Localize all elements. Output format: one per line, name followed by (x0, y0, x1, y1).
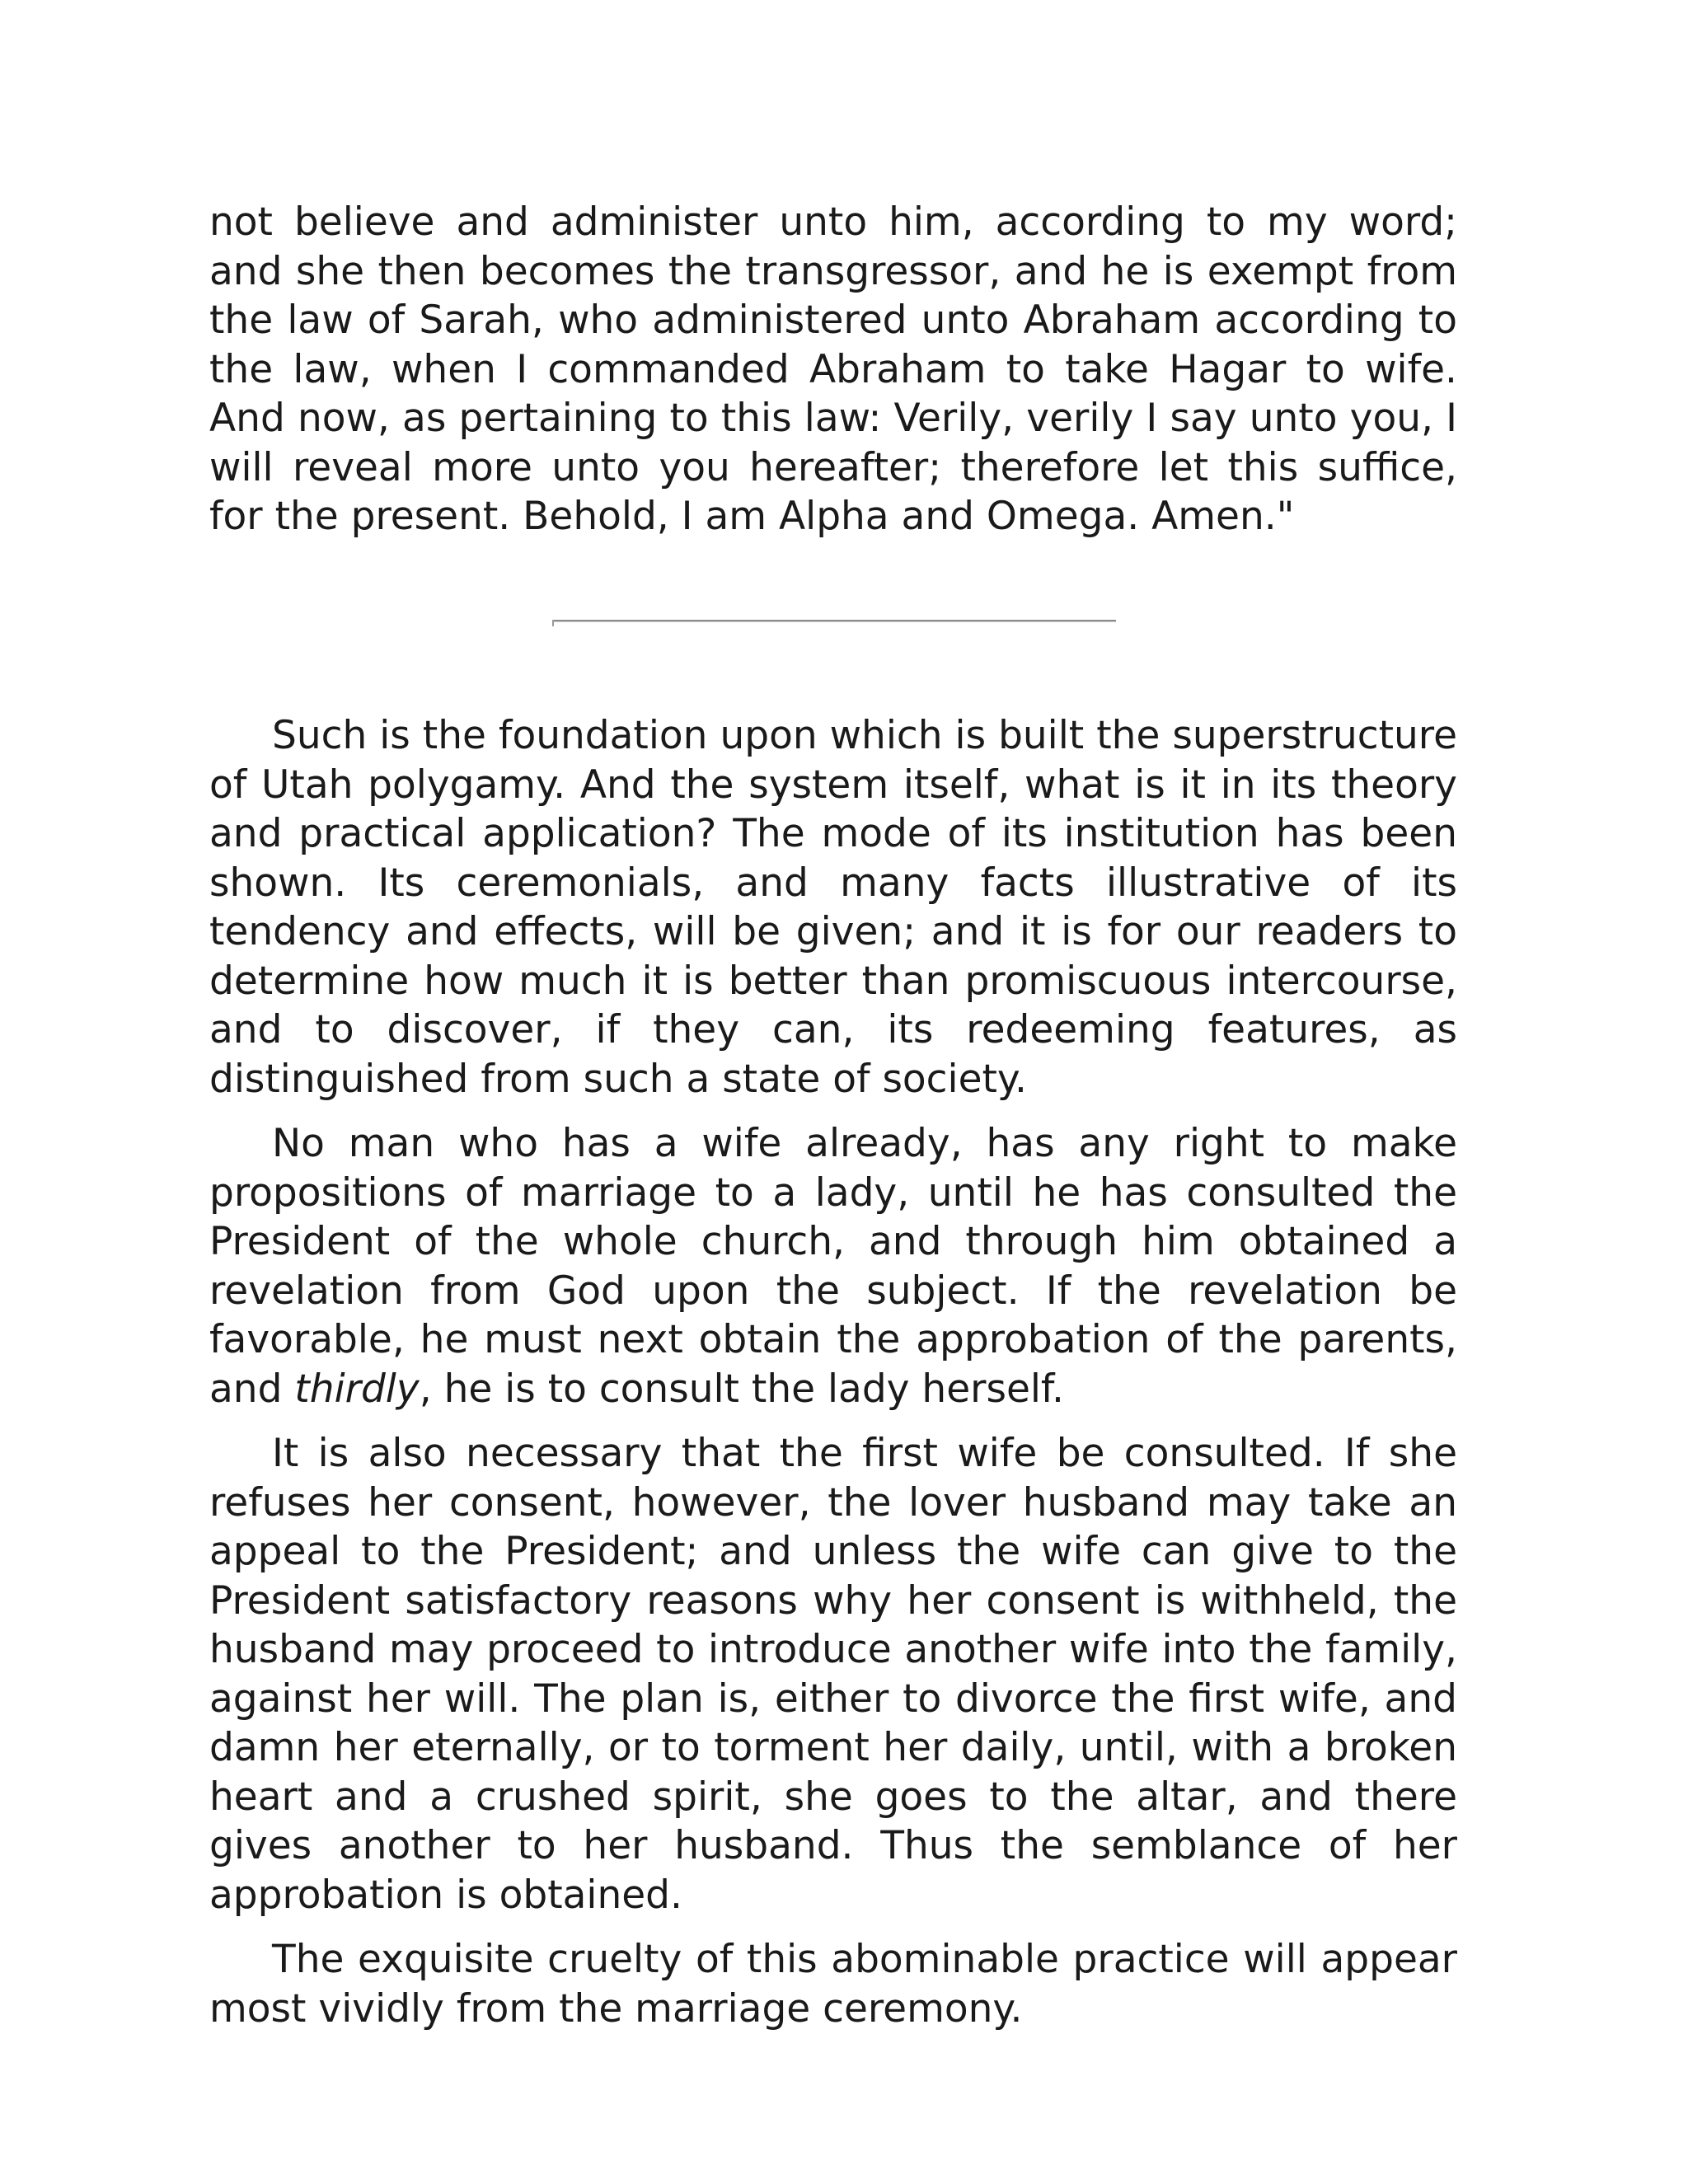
section-divider (552, 620, 1116, 622)
continued-quotation (209, 198, 1457, 541)
body-text (209, 711, 1457, 2049)
section-divider-cap (552, 620, 554, 626)
paragraph-propositions (209, 1119, 1457, 1413)
quotation-paragraph: not believe and administer unto him, according to my word; and she then becomes the transgressor, and he is exempt from the law of Sarah, who administered unto Abraham according to the law, when I commanded Abraham to take Hagar to wife. And now, as pertaining to this law: Verily, verily I say unto you, I will reveal more unto you hereafter; therefore let this suffice, for the present. Behold, I am Alpha and Omega. Amen." (209, 199, 1457, 539)
paragraph-first-wife: It is also necessary that the first wife be consulted. If she refuses her consent, however, the lover husband may take an appeal to the President; and unless the wife can give to the President satisfactory reasons why her consent is withheld, the husband may proceed to introduce another wife into the family, against her will. The plan is, either to divorce the first wife, and damn her eternally, or to torment her daily, until, with a broken heart and a crushed spirit, she goes to the altar, and there gives another to her husband. Thus the semblance of her approbation is obtained. (209, 1431, 1457, 1918)
paragraph-foundation: Such is the foundation upon which is built the superstructure of Utah polygamy. And the system itself, what is it in its theory and practical application? The mode of its institution has been shown. Its ceremonials, and many facts illustrative of its tendency and effects, will be given; and it is for our readers to determine how much it is better than promiscuous intercourse, and to discover, if they can, its redeeming features, as distinguished from such a state of society. (209, 713, 1457, 1102)
emphasis-thirdly: thirdly (294, 1366, 420, 1412)
paragraph-propositions-text: No man who has a wife already, has any right to make propositions of marriage to a lady, until he has consulted the President of the whole church, and through him obtained a revelation from God upon the subject. If the revelation be favorable, he must next obtain the approbation of the parents, and (209, 1121, 1457, 1412)
paragraph-propositions-tail: , he is to consult the lady herself. (419, 1366, 1064, 1412)
paragraph-cruelty: The exquisite cruelty of this abominable practice will appear most vividly from the marriage ceremony. (209, 1937, 1457, 2032)
